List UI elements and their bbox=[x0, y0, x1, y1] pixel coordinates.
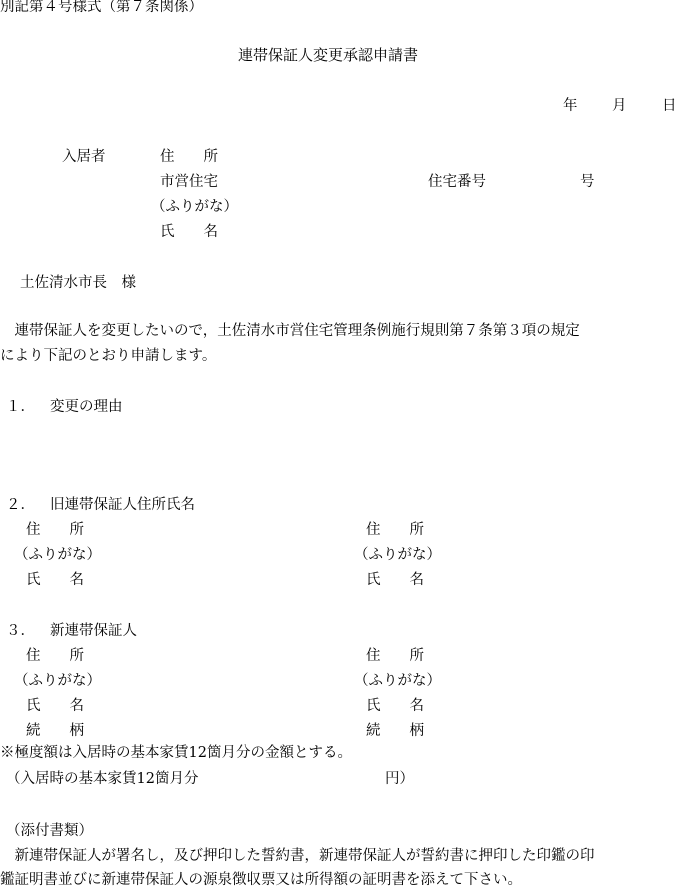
applicant-name-label: 氏 名 bbox=[160, 224, 218, 240]
new-guarantor-right-furigana-label: （ふりがな） bbox=[354, 673, 441, 689]
addressee: 土佐清水市長 様 bbox=[20, 275, 136, 291]
applicant-furigana-label: （ふりがな） bbox=[151, 199, 238, 215]
form-number-label: 別記第４号様式（第７条関係） bbox=[0, 0, 203, 15]
section-2-heading: 旧連帯保証人住所氏名 bbox=[50, 497, 195, 513]
housing-number-label: 住宅番号 bbox=[428, 174, 486, 190]
body-line-1: 連帯保証人を変更したいので，土佐清水市営住宅管理条例施行規則第７条第３項の規定 bbox=[0, 323, 580, 339]
attachments-heading: （添付書類） bbox=[6, 823, 93, 839]
old-guarantor-right-address-label: 住 所 bbox=[366, 522, 424, 538]
old-guarantor-left-name-label: 氏 名 bbox=[26, 572, 84, 588]
old-guarantor-right-furigana-label: （ふりがな） bbox=[354, 547, 441, 563]
section-3-number: ３． bbox=[6, 623, 35, 639]
date-year-label: 年 bbox=[563, 98, 578, 114]
applicant-role-label: 入居者 bbox=[62, 149, 106, 165]
new-guarantor-right-name-label: 氏 名 bbox=[366, 698, 424, 714]
housing-number-unit: 号 bbox=[580, 174, 595, 190]
date-day-label: 日 bbox=[662, 98, 677, 114]
section-3-heading: 新連帯保証人 bbox=[50, 623, 137, 639]
new-guarantor-right-address-label: 住 所 bbox=[366, 648, 424, 664]
attachments-line-2: 鑑証明書並びに新連帯保証人の源泉徴収票又は所得額の証明書を添えて下さい。 bbox=[0, 872, 522, 888]
section-1-number: １． bbox=[6, 399, 35, 415]
old-guarantor-left-address-label: 住 所 bbox=[26, 522, 84, 538]
new-guarantor-right-relation-label: 続 柄 bbox=[366, 723, 424, 739]
rent-amount-label: （入居時の基本家賃12箇月分 bbox=[6, 771, 199, 787]
new-guarantor-left-furigana-label: （ふりがな） bbox=[14, 673, 101, 689]
new-guarantor-left-name-label: 氏 名 bbox=[26, 698, 84, 714]
applicant-address-label: 住 所 bbox=[160, 149, 218, 165]
section-2-number: ２． bbox=[6, 497, 35, 513]
guarantee-limit-note: ※極度額は入居時の基本家賃12箇月分の金額とする。 bbox=[0, 745, 352, 761]
new-guarantor-left-address-label: 住 所 bbox=[26, 648, 84, 664]
housing-label: 市営住宅 bbox=[160, 174, 218, 190]
attachments-line-1: 新連帯保証人が署名し，及び押印した誓約書，新連帯保証人が誓約書に押印した印鑑の印 bbox=[0, 848, 595, 864]
old-guarantor-right-name-label: 氏 名 bbox=[366, 572, 424, 588]
section-1-heading: 変更の理由 bbox=[50, 399, 123, 415]
rent-amount-unit: 円） bbox=[385, 771, 414, 787]
date-month-label: 月 bbox=[612, 98, 627, 114]
body-line-2: により下記のとおり申請します。 bbox=[0, 348, 217, 364]
old-guarantor-left-furigana-label: （ふりがな） bbox=[14, 547, 101, 563]
new-guarantor-left-relation-label: 続 柄 bbox=[26, 723, 84, 739]
document-title: 連帯保証人変更承認申請書 bbox=[238, 46, 419, 64]
